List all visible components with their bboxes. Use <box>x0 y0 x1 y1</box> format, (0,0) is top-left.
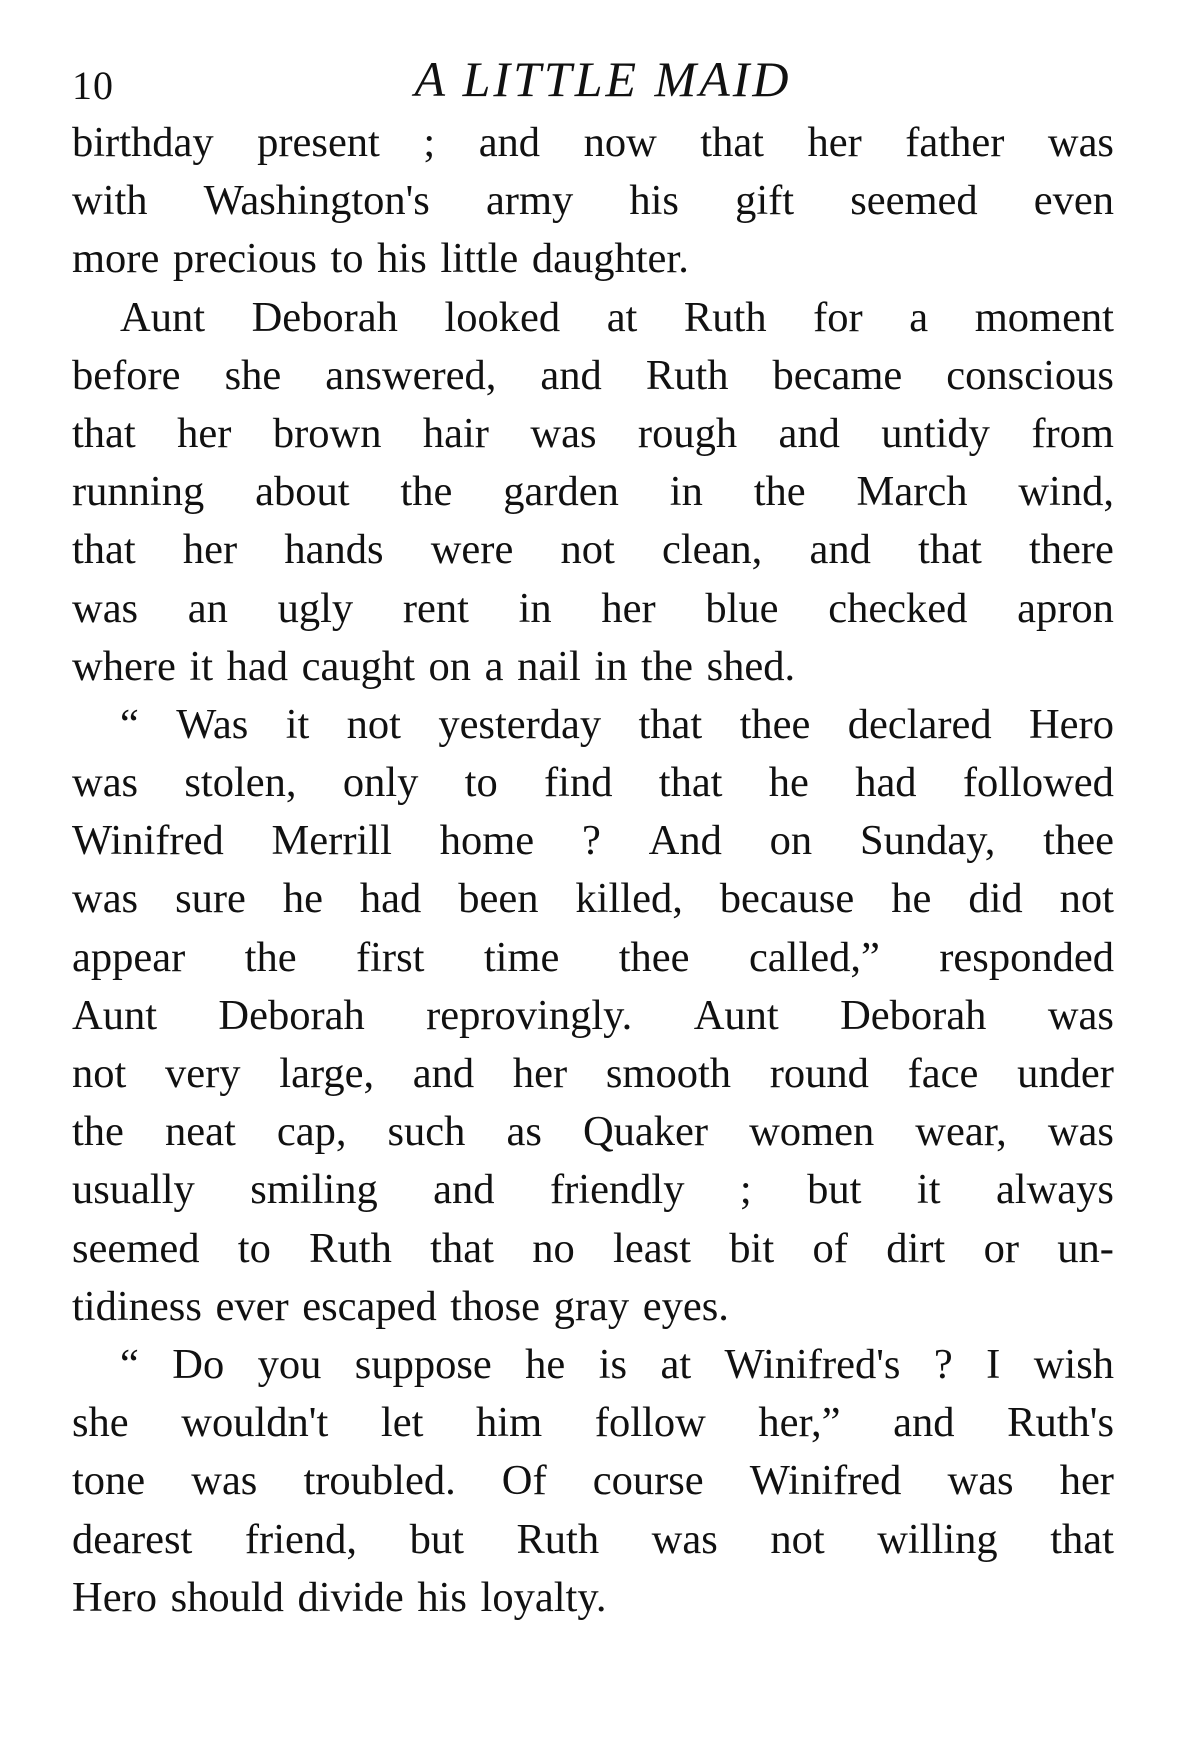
word: he <box>768 759 809 807</box>
word: thee <box>1043 817 1114 865</box>
word: ever <box>215 1282 289 1330</box>
word: brown <box>272 409 382 457</box>
word: called,” <box>748 933 880 981</box>
word: had <box>226 642 289 690</box>
word: not <box>72 1050 127 1097</box>
word: wind, <box>1018 468 1114 516</box>
word: Sunday, <box>859 817 996 865</box>
word: at <box>660 1340 692 1388</box>
word: the <box>72 1108 124 1156</box>
word: was <box>530 409 597 457</box>
word: not <box>560 526 615 574</box>
word: as <box>506 1108 542 1156</box>
word: nail <box>517 642 581 690</box>
word: women <box>749 1108 875 1156</box>
text-line <box>72 638 1114 696</box>
word: “ <box>120 1340 139 1388</box>
word: to <box>237 1224 271 1272</box>
word: conscious <box>946 351 1114 399</box>
word: checked <box>828 584 968 632</box>
word: ? <box>933 1340 953 1388</box>
word: garden <box>503 468 619 516</box>
word: Hero <box>72 1573 157 1621</box>
word: time <box>483 933 560 981</box>
word: Of <box>501 1457 547 1505</box>
text-line <box>72 230 1114 288</box>
word: the <box>244 933 297 981</box>
word: did <box>968 875 1023 923</box>
word: gray <box>553 1282 630 1330</box>
word: Merrill <box>271 817 392 865</box>
word: ? <box>581 817 601 865</box>
word: you <box>257 1340 322 1388</box>
text-line <box>72 1511 1114 1569</box>
word: cap, <box>276 1108 347 1156</box>
word: to <box>464 759 498 807</box>
word: follow <box>594 1399 706 1447</box>
word: only <box>342 759 419 807</box>
word: the <box>641 642 693 690</box>
word: now <box>583 119 657 166</box>
word: such <box>387 1108 466 1156</box>
word: wish <box>1033 1340 1114 1388</box>
text-line <box>72 1103 1114 1161</box>
word: Aunt <box>120 293 205 341</box>
word: apron <box>1017 584 1114 632</box>
word: because <box>719 875 855 923</box>
word: clean, <box>662 526 763 574</box>
word: where <box>72 642 176 690</box>
word: in <box>518 584 552 632</box>
page-number: 10 <box>72 63 114 108</box>
word: not <box>770 1515 825 1563</box>
word: blue <box>705 584 779 632</box>
word: her,” <box>758 1399 841 1447</box>
word: of <box>812 1224 848 1272</box>
word: Deborah <box>218 991 365 1039</box>
word: willing <box>877 1515 998 1563</box>
word: on <box>428 642 471 690</box>
word: bit <box>729 1224 775 1272</box>
word: March <box>856 468 968 516</box>
word: from <box>1031 409 1114 457</box>
word: killed, <box>575 875 683 923</box>
word: not <box>1059 875 1114 923</box>
word: that <box>918 526 982 574</box>
word: Deborah <box>840 991 987 1039</box>
word: ugly <box>277 584 354 632</box>
word: her <box>601 584 656 632</box>
running-head <box>72 50 1114 108</box>
word: escaped <box>302 1282 437 1330</box>
word: his <box>417 1573 467 1621</box>
word: wouldn't <box>181 1399 329 1447</box>
word: yesterday <box>438 700 602 748</box>
word: in <box>594 642 628 690</box>
text-line <box>72 696 1114 754</box>
word: army <box>485 177 574 225</box>
word: precious <box>172 235 317 283</box>
word: smooth <box>605 1050 732 1097</box>
word: seemed <box>72 1224 200 1272</box>
word: it <box>189 642 214 690</box>
word: her <box>807 119 862 166</box>
word: Quaker <box>582 1108 709 1156</box>
text-line <box>72 289 1114 347</box>
word: Winifred <box>72 817 224 865</box>
word: the <box>753 468 806 516</box>
word: but <box>807 1166 862 1214</box>
word: hair <box>422 409 489 457</box>
word: eyes. <box>642 1282 729 1330</box>
word: Do <box>172 1340 225 1388</box>
word: let <box>380 1399 424 1447</box>
word: even <box>1033 177 1114 225</box>
text-line <box>72 463 1114 521</box>
word: divide <box>297 1573 404 1621</box>
word: and <box>893 1399 955 1447</box>
word: troubled. <box>303 1457 456 1505</box>
word: a <box>909 293 929 341</box>
word: Hero <box>1028 700 1114 748</box>
word: those <box>450 1282 541 1330</box>
word: was <box>1047 991 1114 1039</box>
word: loyalty. <box>480 1573 607 1621</box>
word: usually <box>72 1166 195 1214</box>
word: and <box>540 351 602 399</box>
word: not <box>346 700 401 748</box>
word: Ruth <box>309 1224 392 1272</box>
word: thee <box>618 933 690 981</box>
text-line <box>72 987 1114 1045</box>
word: birthday <box>72 119 214 166</box>
word: dearest <box>72 1515 193 1563</box>
word: that <box>72 526 136 574</box>
word: in <box>669 468 703 516</box>
word: he <box>282 875 323 923</box>
word: it <box>285 700 310 748</box>
text-line <box>72 1394 1114 1452</box>
word: that <box>72 409 136 457</box>
word: became <box>772 351 903 399</box>
word: Ruth <box>516 1515 600 1563</box>
word: and <box>809 526 871 574</box>
word: reprovingly. <box>426 991 633 1039</box>
word: gift <box>735 177 795 225</box>
word: very <box>165 1050 241 1097</box>
word: smiling <box>250 1166 378 1214</box>
text-line <box>72 754 1114 812</box>
word: at <box>606 293 638 341</box>
word: that <box>430 1224 494 1272</box>
word: or <box>983 1224 1019 1272</box>
word: present <box>257 119 380 166</box>
word: Winifred's <box>724 1340 901 1388</box>
word: her <box>512 1050 568 1097</box>
word: and <box>778 409 840 457</box>
word: rent <box>402 584 469 632</box>
text-line <box>72 1569 1114 1627</box>
word: I <box>986 1340 1001 1388</box>
word: hands <box>284 526 384 574</box>
word: ; <box>423 119 436 166</box>
word: she <box>224 351 282 399</box>
word: Ruth <box>645 351 729 399</box>
word: Was <box>176 700 249 748</box>
word: his <box>377 235 427 283</box>
word: was <box>72 584 139 632</box>
word: “ <box>120 700 139 748</box>
word: was <box>191 1457 258 1505</box>
word: Aunt <box>72 991 157 1039</box>
word: home <box>439 817 535 865</box>
word: neat <box>164 1108 236 1156</box>
word: suppose <box>354 1340 492 1388</box>
word: seemed <box>850 177 978 225</box>
word: stolen, <box>184 759 297 807</box>
word: and <box>412 1050 475 1097</box>
text-line <box>72 1161 1114 1219</box>
word: round <box>769 1050 869 1097</box>
text-line <box>72 1278 1114 1336</box>
word: an <box>187 584 228 632</box>
word: been <box>458 875 539 923</box>
word: was <box>947 1457 1014 1505</box>
word: first <box>355 933 425 981</box>
word: Ruth's <box>1007 1399 1114 1447</box>
word: little <box>440 235 519 283</box>
word: Aunt <box>693 991 779 1039</box>
word: large, <box>279 1050 375 1097</box>
text-line <box>72 521 1114 579</box>
word: her <box>182 526 238 574</box>
word: no <box>532 1224 575 1272</box>
word: untidy <box>881 409 990 457</box>
word: her <box>1059 1457 1114 1505</box>
word: her <box>177 409 232 457</box>
word: was <box>1047 119 1114 166</box>
word: dirt <box>886 1224 946 1272</box>
word: sure <box>175 875 246 923</box>
word: for <box>813 293 863 341</box>
word: un- <box>1057 1224 1114 1272</box>
word: Deborah <box>251 293 398 341</box>
word: was <box>651 1515 718 1563</box>
text-line <box>72 1045 1114 1103</box>
word: tidiness <box>72 1282 202 1330</box>
word: had <box>855 759 917 807</box>
word: and <box>478 119 541 166</box>
body-text <box>72 114 1114 1627</box>
word: And <box>648 817 722 865</box>
word: father <box>905 119 1005 166</box>
word: moment <box>974 293 1114 341</box>
word: to <box>330 235 364 283</box>
word: the <box>400 468 453 516</box>
word: he <box>891 875 932 923</box>
text-line <box>72 114 1114 172</box>
word: that <box>638 700 703 748</box>
word: rough <box>637 409 738 457</box>
word: with <box>72 177 148 225</box>
word: was <box>72 759 139 807</box>
word: daughter. <box>531 235 689 283</box>
text-line <box>72 812 1114 870</box>
word: thee <box>739 700 811 748</box>
word: caught <box>301 642 415 690</box>
text-line <box>72 172 1114 230</box>
word: more <box>72 235 160 283</box>
book-page <box>72 50 1114 1627</box>
word: shed. <box>706 642 796 690</box>
word: face <box>907 1050 979 1097</box>
word: it <box>916 1166 941 1214</box>
text-line <box>72 1220 1114 1278</box>
word: should <box>170 1573 284 1621</box>
word: he <box>525 1340 566 1388</box>
word: Winifred <box>749 1457 902 1505</box>
word: friend, <box>244 1515 358 1563</box>
text-line <box>72 1452 1114 1510</box>
word: about <box>255 468 350 516</box>
word: declared <box>847 700 992 748</box>
word: looked <box>444 293 561 341</box>
word: followed <box>962 759 1114 807</box>
word: Ruth <box>683 293 767 341</box>
word: course <box>592 1457 704 1505</box>
word: under <box>1017 1050 1114 1097</box>
word: tone <box>72 1457 146 1505</box>
text-line <box>72 870 1114 928</box>
word: on <box>769 817 813 865</box>
word: answered, <box>325 351 497 399</box>
word: his <box>629 177 679 225</box>
text-line <box>72 1336 1114 1394</box>
word: always <box>995 1166 1114 1214</box>
word: is <box>598 1340 628 1388</box>
word: friendly <box>549 1166 685 1214</box>
word: and <box>433 1166 495 1214</box>
word: but <box>409 1515 464 1563</box>
word: wear, <box>915 1108 1007 1156</box>
word: that <box>1050 1515 1114 1563</box>
text-line <box>72 580 1114 638</box>
word: was <box>72 875 139 923</box>
word: there <box>1028 526 1114 574</box>
word: that <box>700 119 764 166</box>
word: were <box>430 526 514 574</box>
word: was <box>1047 1108 1114 1156</box>
text-line <box>72 347 1114 405</box>
word: running <box>72 468 205 516</box>
word: a <box>484 642 504 690</box>
word: responded <box>939 933 1114 981</box>
word: before <box>72 351 181 399</box>
running-title: A LITTLE MAID <box>414 51 792 107</box>
word: appear <box>72 933 186 981</box>
word: she <box>72 1399 129 1447</box>
word: ; <box>739 1166 752 1214</box>
word: him <box>476 1399 543 1447</box>
word: least <box>613 1224 691 1272</box>
text-line <box>72 405 1114 463</box>
word: find <box>544 759 613 807</box>
word: that <box>658 759 723 807</box>
word: Washington's <box>203 177 430 225</box>
text-line <box>72 929 1114 987</box>
word: had <box>359 875 422 923</box>
